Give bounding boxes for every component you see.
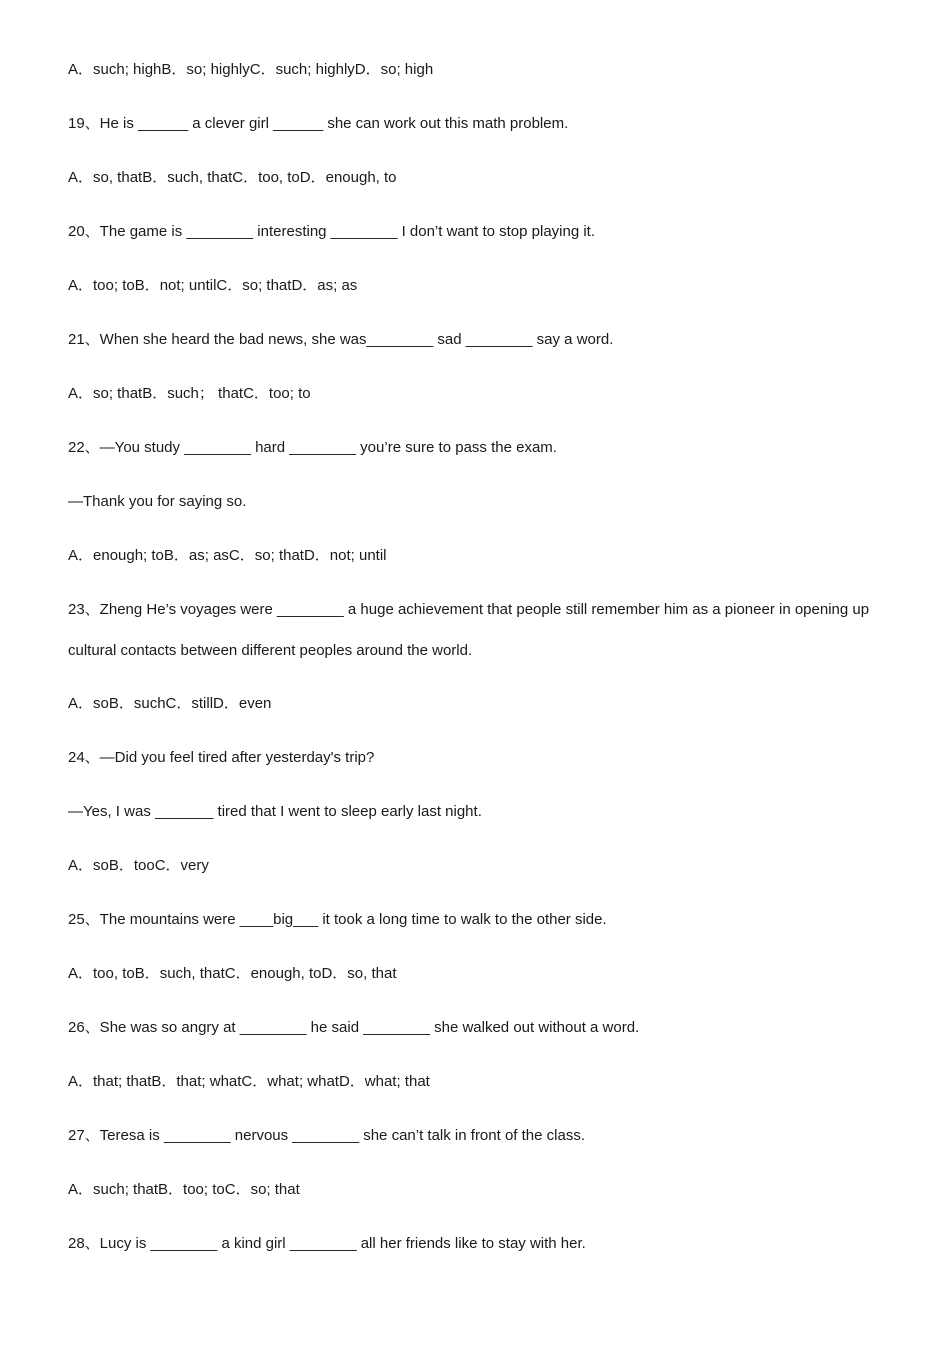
q26-question: 26、She was so angry at ________ he said ________ she walked out without a word. [68,1019,640,1036]
q23-options: A．soB．suchC．stillD．even [68,695,272,712]
q20-question: 20、The game is ________ interesting ________ I don’t want to stop playing it. [68,223,596,240]
q24-reply: —Yes, I was _______ tired that I went to sleep early last night. [68,803,482,820]
q22-options: A．enough; toB．as; asC．so; thatD．not; until [68,547,387,564]
q21-options: A．so; thatB．such； thatC．too; to [68,385,311,402]
q25-options: A．too, toB．such, thatC．enough, toD．so, that [68,965,397,982]
q24-question: 24、—Did you feel tired after yesterday's trip? [68,749,375,766]
q23-question: 23、Zheng He’s voyages were ________ a huge achievement that people still remember him as a pioneer in opening up cultural contacts between different peoples around the world. [68,601,870,659]
q22-reply: —Thank you for saying so. [68,493,247,510]
q22-question: 22、—You study ________ hard ________ you’re sure to pass the exam. [68,439,557,456]
q25-question: 25、The mountains were ____big___ it took a long time to walk to the other side. [68,911,607,928]
q28-question: 28、Lucy is ________ a kind girl ________ all her friends like to stay with her. [68,1235,586,1252]
q20-options: A．too; toB．not; untilC．so; thatD．as; as [68,277,358,294]
q19-question: 19、He is ______ a clever girl ______ she can work out this math problem. [68,115,569,132]
q18-options: A．such; highB．so; highlyC．such; highlyD．so; high [68,61,434,78]
q27-options: A．such; thatB．too; toC．so; that [68,1181,300,1198]
q26-options: A．that; thatB．that; whatC．what; whatD．what; that [68,1073,430,1090]
q19-options: A．so, thatB．such, thatC．too, toD．enough, to [68,169,397,186]
q21-question: 21、When she heard the bad news, she was________ sad ________ say a word. [68,331,614,348]
q27-question: 27、Teresa is ________ nervous ________ she can’t talk in front of the class. [68,1127,585,1144]
q24-options: A．soB．tooC．very [68,857,209,874]
